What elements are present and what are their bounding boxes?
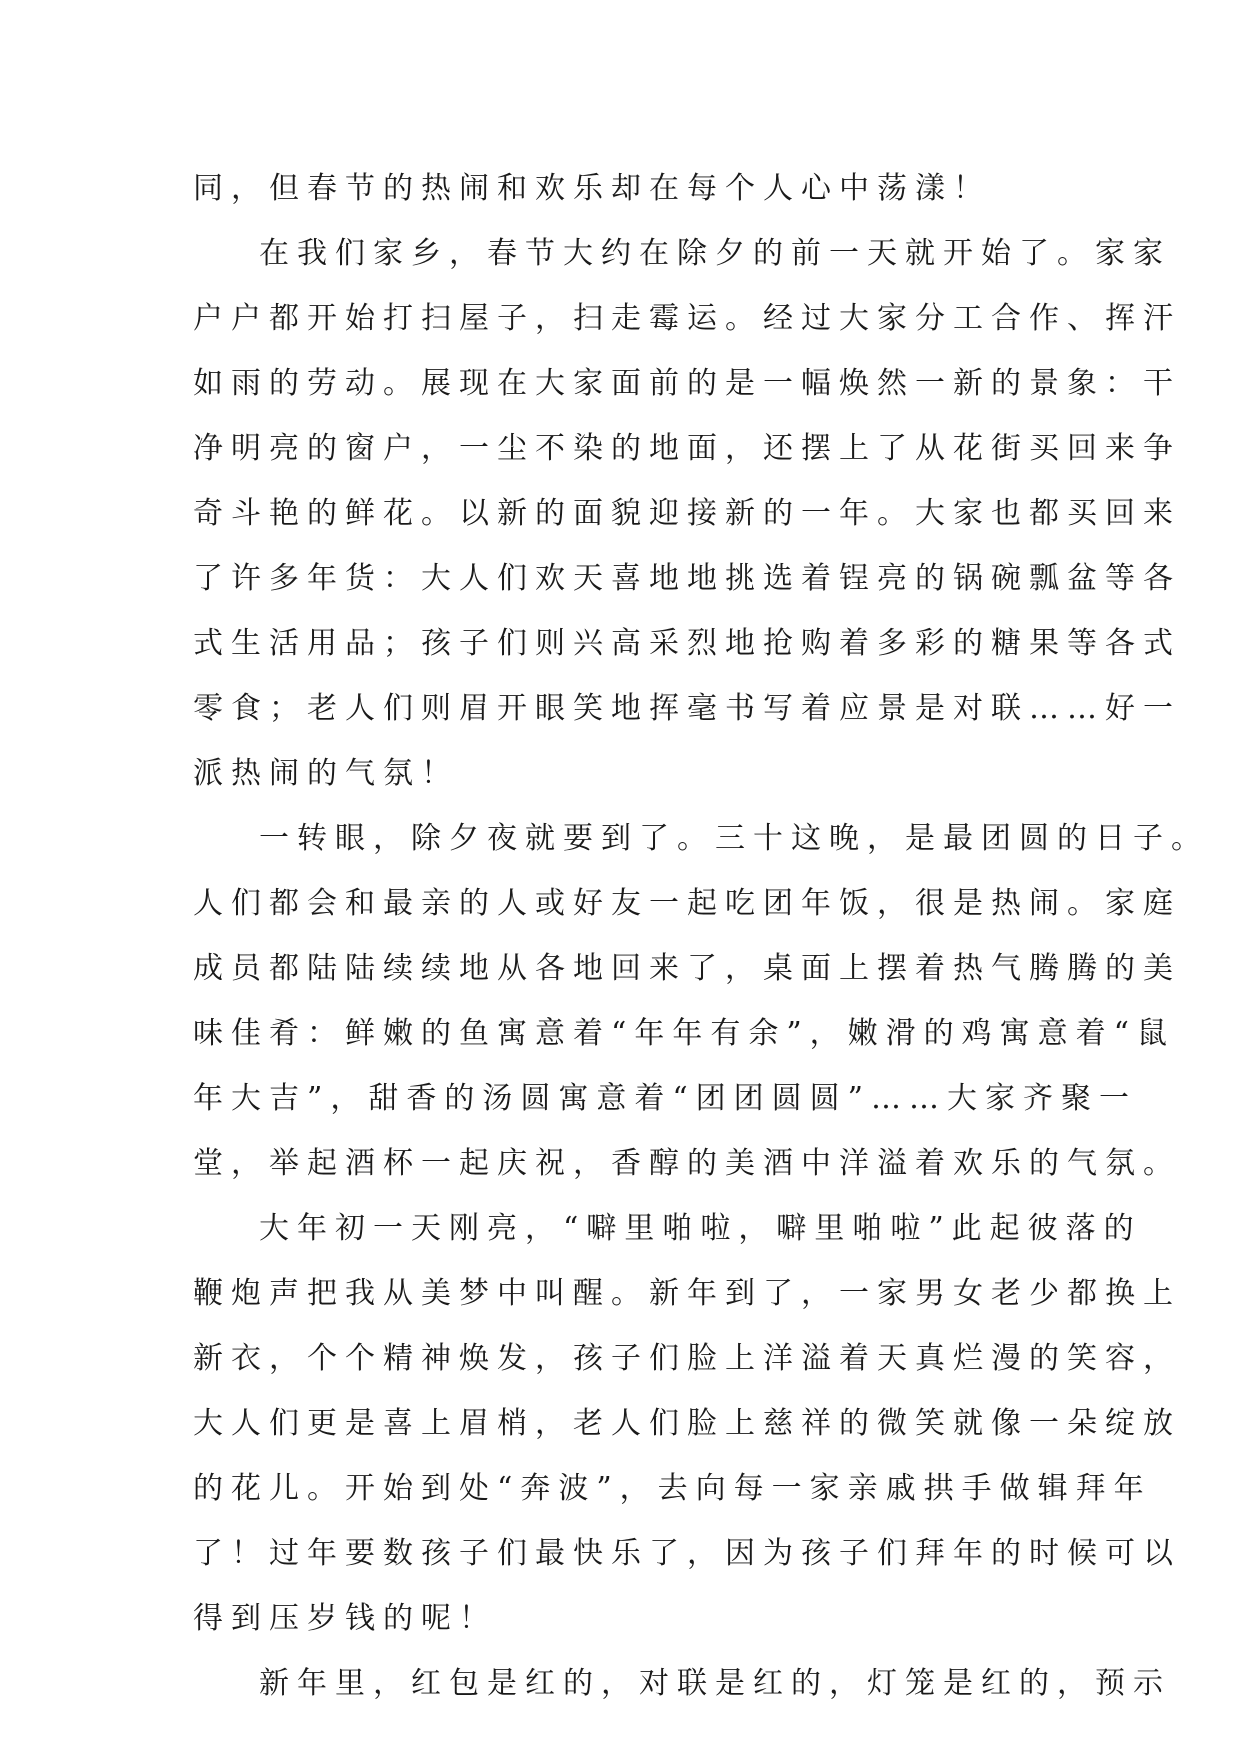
text-line: 同，但春节的热闹和欢乐却在每个人心中荡漾！ [193, 171, 991, 206]
paragraph-first-line: 一转眼，除夕夜就要到了。三十这晚，是最团圆的日子。 [259, 821, 1209, 856]
text-line: 奇斗艳的鲜花。以新的面貌迎接新的一年。大家也都买回来 [193, 496, 1181, 531]
text-line: 堂，举起酒杯一起庆祝，香醇的美酒中洋溢着欢乐的气氛。 [193, 1146, 1181, 1181]
text-line: 了许多年货：大人们欢天喜地地挑选着锃亮的锅碗瓢盆等各 [193, 561, 1181, 596]
text-line: 大人们更是喜上眉梢，老人们脸上慈祥的微笑就像一朵绽放 [193, 1406, 1181, 1441]
text-line: 得到压岁钱的呢！ [193, 1601, 497, 1636]
paragraph-first-line: 大年初一天刚亮，“噼里啪啦，噼里啪啦”此起彼落的 [259, 1211, 1142, 1246]
text-line: 式生活用品；孩子们则兴高采烈地抢购着多彩的糖果等各式 [193, 626, 1181, 661]
text-line: 新衣，个个精神焕发，孩子们脸上洋溢着天真烂漫的笑容， [193, 1341, 1181, 1376]
text-line: 鞭炮声把我从美梦中叫醒。新年到了，一家男女老少都换上 [193, 1276, 1181, 1311]
text-line: 味佳肴：鲜嫩的鱼寓意着“年年有余”，嫩滑的鸡寓意着“鼠 [193, 1016, 1176, 1051]
text-line: 零食；老人们则眉开眼笑地挥毫书写着应景是对联……好一 [193, 691, 1181, 726]
document-body [193, 156, 1209, 1716]
text-line: 户户都开始打扫屋子，扫走霉运。经过大家分工合作、挥汗 [193, 301, 1181, 336]
text-line: 派热闹的气氛！ [193, 756, 459, 791]
paragraph-first-line: 新年里，红包是红的，对联是红的，灯笼是红的，预示 [259, 1666, 1171, 1701]
text-line: 年大吉”，甜香的汤圆寓意着“团团圆圆”……大家齐聚一 [193, 1081, 1138, 1116]
text-line: 人们都会和最亲的人或好友一起吃团年饭，很是热闹。家庭 [193, 886, 1181, 921]
text-line: 如雨的劳动。展现在大家面前的是一幅焕然一新的景象：干 [193, 366, 1181, 401]
text-line: 了！过年要数孩子们最快乐了，因为孩子们拜年的时候可以 [193, 1536, 1181, 1571]
paragraph-first-line: 在我们家乡，春节大约在除夕的前一天就开始了。家家 [259, 236, 1171, 271]
text-line: 的花儿。开始到处“奔波”，去向每一家亲戚拱手做辑拜年 [193, 1471, 1152, 1506]
text-line: 净明亮的窗户，一尘不染的地面，还摆上了从花街买回来争 [193, 431, 1181, 466]
text-line: 成员都陆陆续续地从各地回来了，桌面上摆着热气腾腾的美 [193, 951, 1181, 986]
